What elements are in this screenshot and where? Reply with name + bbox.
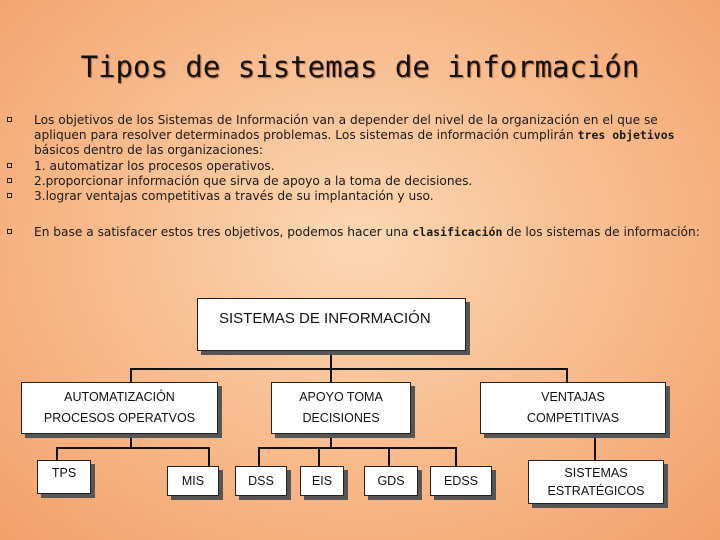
bullet-text: En base a satisfacer estos tres objetivos, podemos hacer una xyxy=(34,225,413,240)
connector-line xyxy=(130,434,132,448)
category-label: DECISIONES xyxy=(302,411,380,425)
connector-line xyxy=(208,447,210,467)
category-label: PROCESOS OPERATVOS xyxy=(43,411,196,425)
connector-line xyxy=(594,434,596,460)
bullet-text: 3.lograr ventajas competitivas a través de su implantación y uso. xyxy=(34,189,434,204)
leaf-label: EDSS xyxy=(443,473,479,488)
connector-line xyxy=(455,447,457,467)
leaf-label: ESTRATÉGICOS xyxy=(547,484,645,498)
connector-line xyxy=(258,447,457,449)
leaf-label: GDS xyxy=(377,473,405,488)
category-label: APOYO TOMA xyxy=(299,390,383,404)
category-label: AUTOMATIZACIÓN xyxy=(64,390,175,404)
leaf-node-gds xyxy=(364,466,418,496)
connector-line xyxy=(330,351,332,369)
connector-line xyxy=(56,447,210,449)
connector-line xyxy=(130,368,567,370)
leaf-node-mis xyxy=(167,466,219,496)
bullet-text: de los sistemas de información: xyxy=(502,225,700,240)
category-label: VENTAJAS xyxy=(541,390,605,404)
bullet-text: básicos dentro de las organizaciones: xyxy=(34,143,263,158)
leaf-label: TPS xyxy=(51,466,77,480)
bullet-strong: clasificación xyxy=(412,225,503,240)
category-node-ventajas xyxy=(480,382,666,434)
leaf-node-tps xyxy=(37,460,91,494)
connector-line xyxy=(330,434,332,448)
root-label: SISTEMAS DE INFORMACIÓN xyxy=(219,310,431,327)
leaf-label: SISTEMAS xyxy=(564,466,628,480)
leaf-label: MIS xyxy=(181,473,205,488)
bullet-text: Los objetivos de los Sistemas de Información van a depender del nivel de la organización en el que se apliquen para resolver determinados problemas. Los sistemas de información cumplirán xyxy=(34,113,658,143)
connector-line xyxy=(258,447,260,467)
root-node xyxy=(197,298,466,351)
bullet-text: 2.proporcionar información que sirva de apoyo a la toma de decisiones. xyxy=(34,173,473,188)
connector-line xyxy=(388,447,390,467)
connector-line xyxy=(56,447,58,461)
leaf-node-eis xyxy=(300,466,344,496)
connector-line xyxy=(566,368,568,382)
slide-title: Tipos de sistemas de información xyxy=(80,50,640,84)
leaf-label: EIS xyxy=(311,473,333,488)
leaf-node-dss xyxy=(235,466,287,496)
category-node-apoyo-decisiones xyxy=(271,382,411,434)
bullet-strong: tres objetivos xyxy=(577,128,675,143)
leaf-node-edss xyxy=(430,466,492,496)
connector-line xyxy=(318,447,320,467)
category-node-automatizacion xyxy=(21,382,218,434)
connector-line xyxy=(130,368,132,382)
leaf-label: DSS xyxy=(248,473,274,488)
leaf-node-estrategicos xyxy=(528,460,664,504)
bullet-text: 1. automatizar los procesos operativos. xyxy=(34,158,275,173)
category-label: COMPETITIVAS xyxy=(526,411,620,425)
connector-line xyxy=(330,368,332,382)
